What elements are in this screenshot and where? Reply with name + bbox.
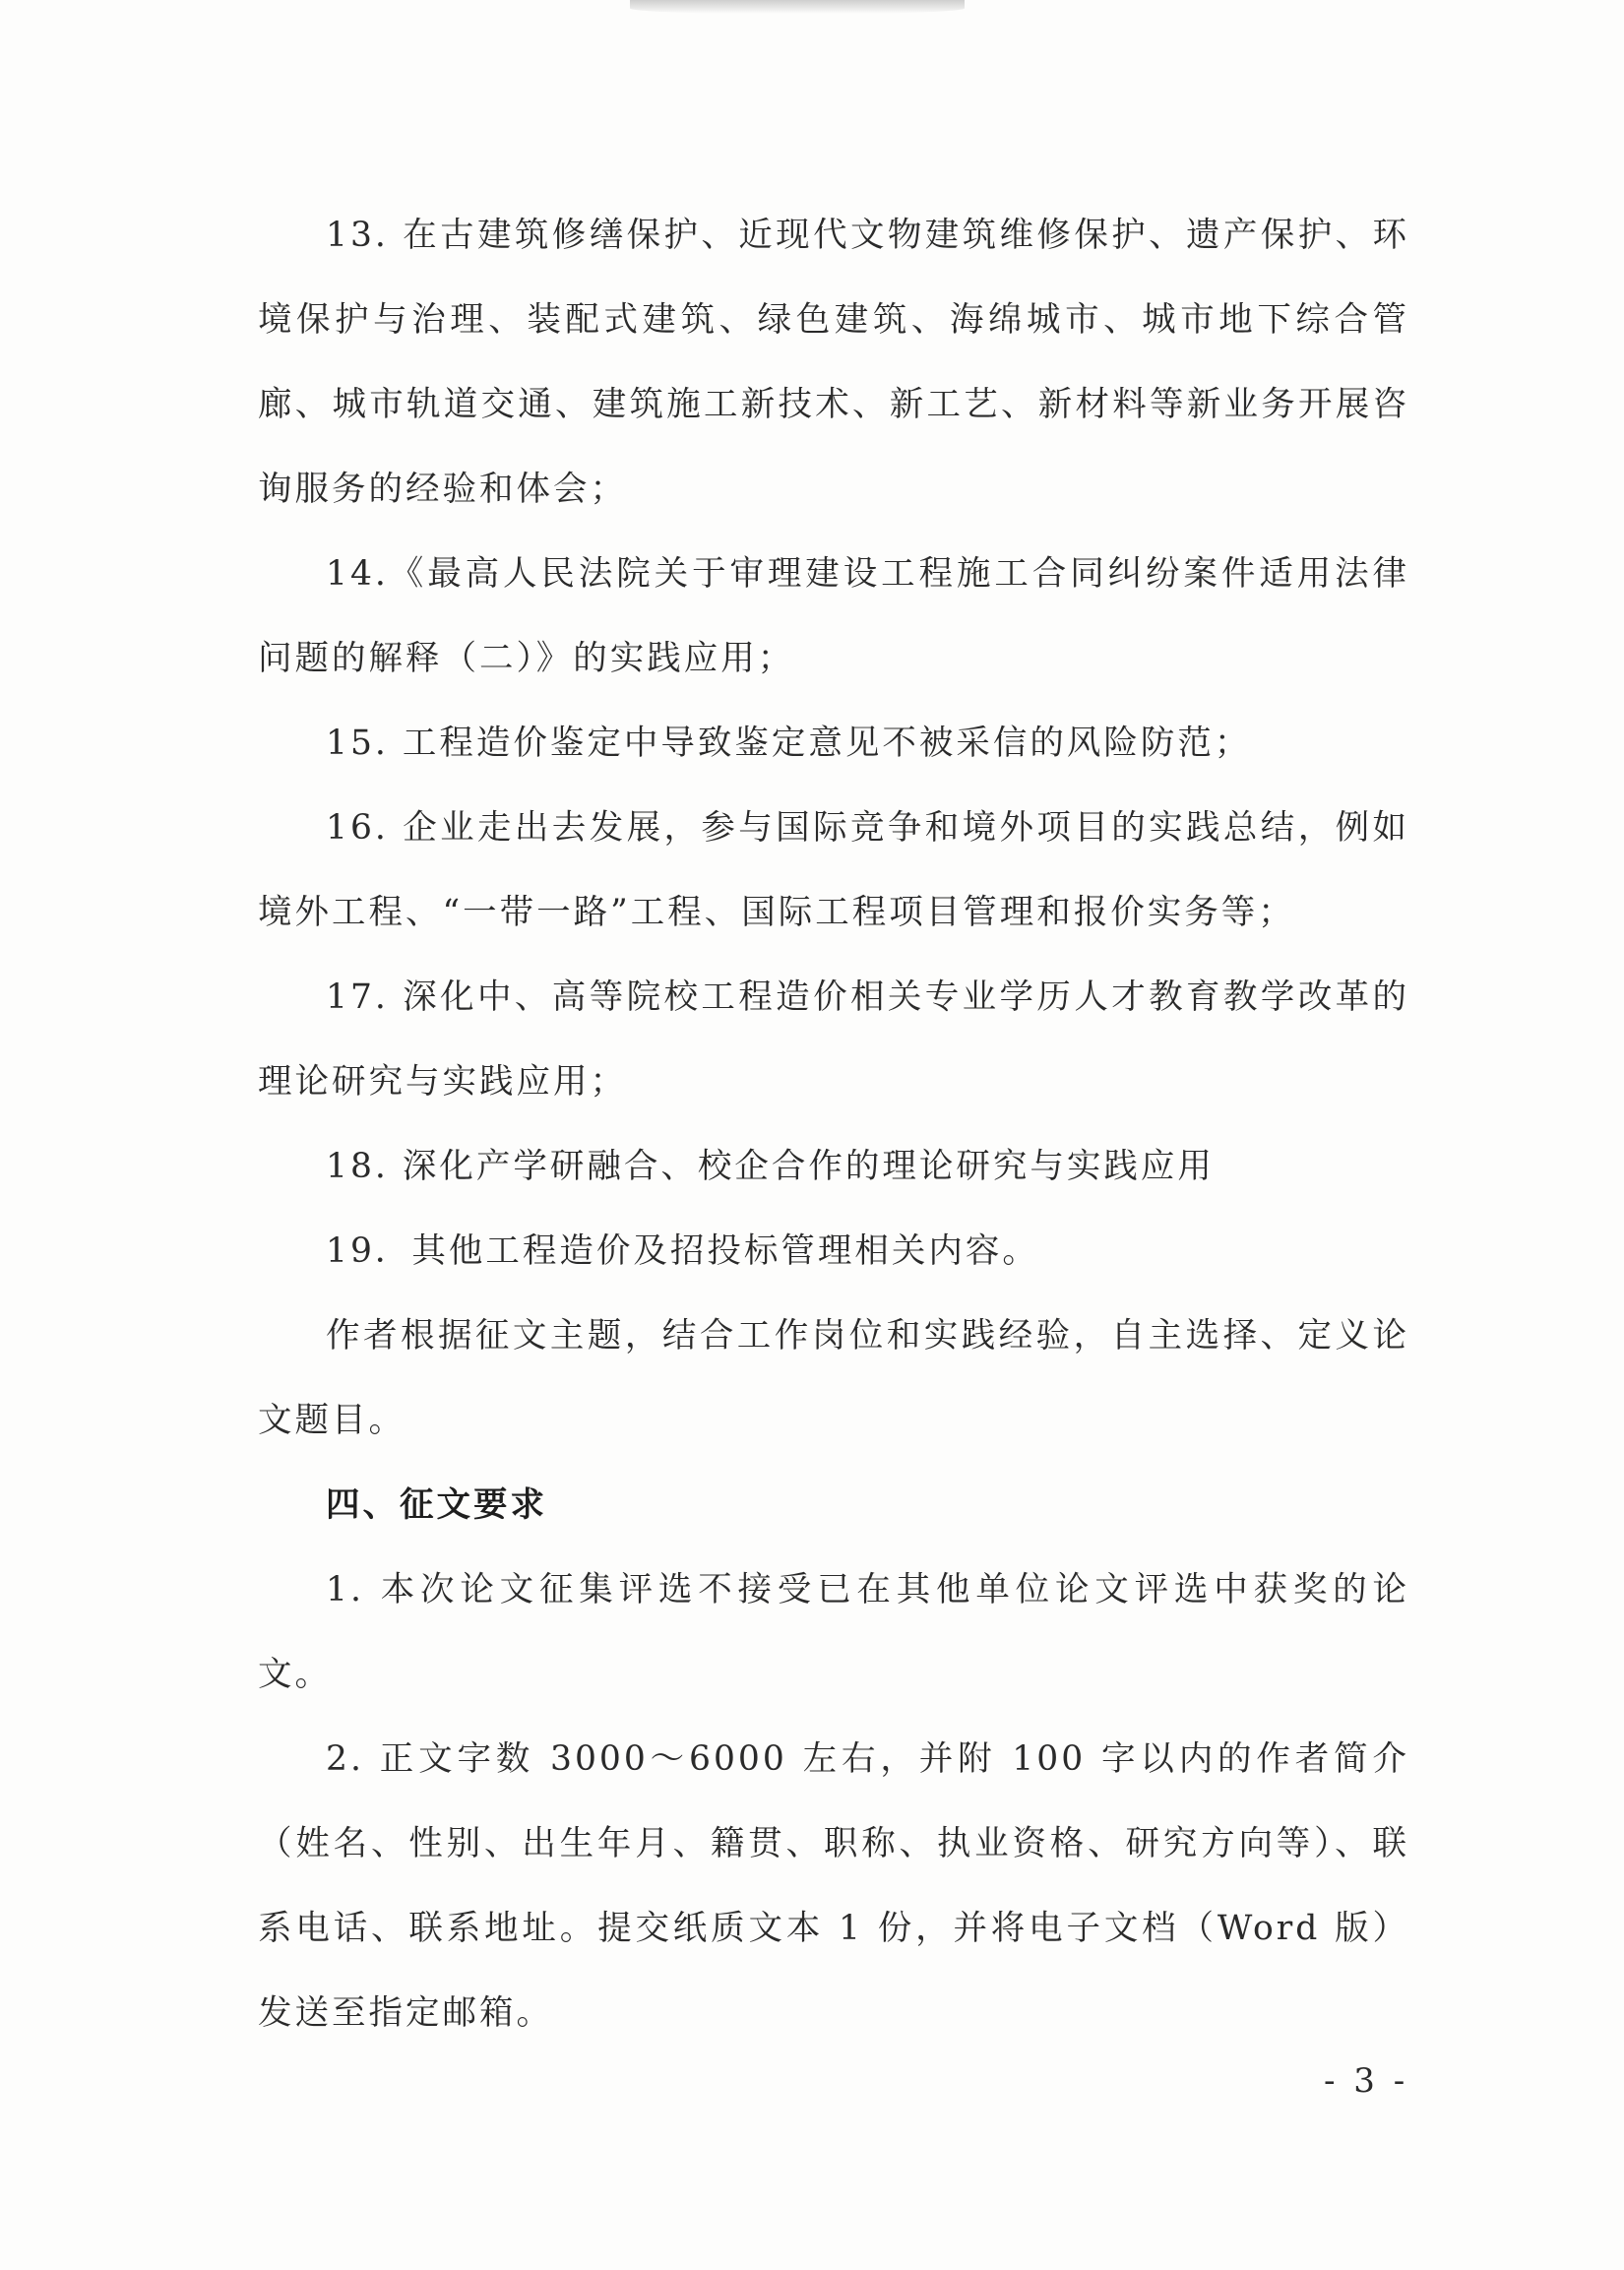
document-body [258,193,1409,2055]
paragraph-item-16: 16. 企业走出去发展，参与国际竞争和境外项目的实践总结，例如境外工程、“一带一路”工程、国际工程项目管理和报价实务等； [258,808,1409,932]
section-heading: 四、征文要求 [326,1485,547,1525]
requirement-item-1: 1. 本次论文征集评选不接受已在其他单位论文评选中获奖的论文。 [258,1570,1409,1694]
paragraph-item-15: 15. 工程造价鉴定中导致鉴定意见不被采信的风险防范； [326,724,1252,763]
paragraph-item-17: 17. 深化中、高等院校工程造价相关专业学历人才教育教学改革的理论研究与实践应用； [258,977,1409,1102]
scan-artifact [630,0,965,14]
paragraph-item-13: 13. 在古建筑修缮保护、近现代文物建筑维修保护、遗产保护、环境保护与治理、装配式建筑、绿色建筑、海绵城市、城市地下综合管廊、城市轨道交通、建筑施工新技术、新工艺、新材料等新业务开展咨询服务的经验和体会； [258,216,1409,509]
paragraph-author-note: 作者根据征文主题，结合工作岗位和实践经验，自主选择、定义论文题目。 [258,1316,1409,1440]
page-number: - 3 - [1324,2061,1409,2101]
requirement-item-2: 2. 正文字数 3000～6000 左右，并附 100 字以内的作者简介（姓名、性别、出生年月、籍贯、职称、执业资格、研究方向等）、联系电话、联系地址。提交纸质文本 1 份，并将电子文档（Word 版）发送至指定邮箱。 [258,1739,1409,2033]
paragraph-item-19: 19．其他工程造价及招投标管理相关内容。 [326,1231,1039,1271]
paragraph-item-14: 14.《最高人民法院关于审理建设工程施工合同纠纷案件适用法律问题的解释（二）》的实践应用； [258,554,1409,678]
paragraph-item-18: 18. 深化产学研融合、校企合作的理论研究与实践应用 [326,1147,1215,1186]
